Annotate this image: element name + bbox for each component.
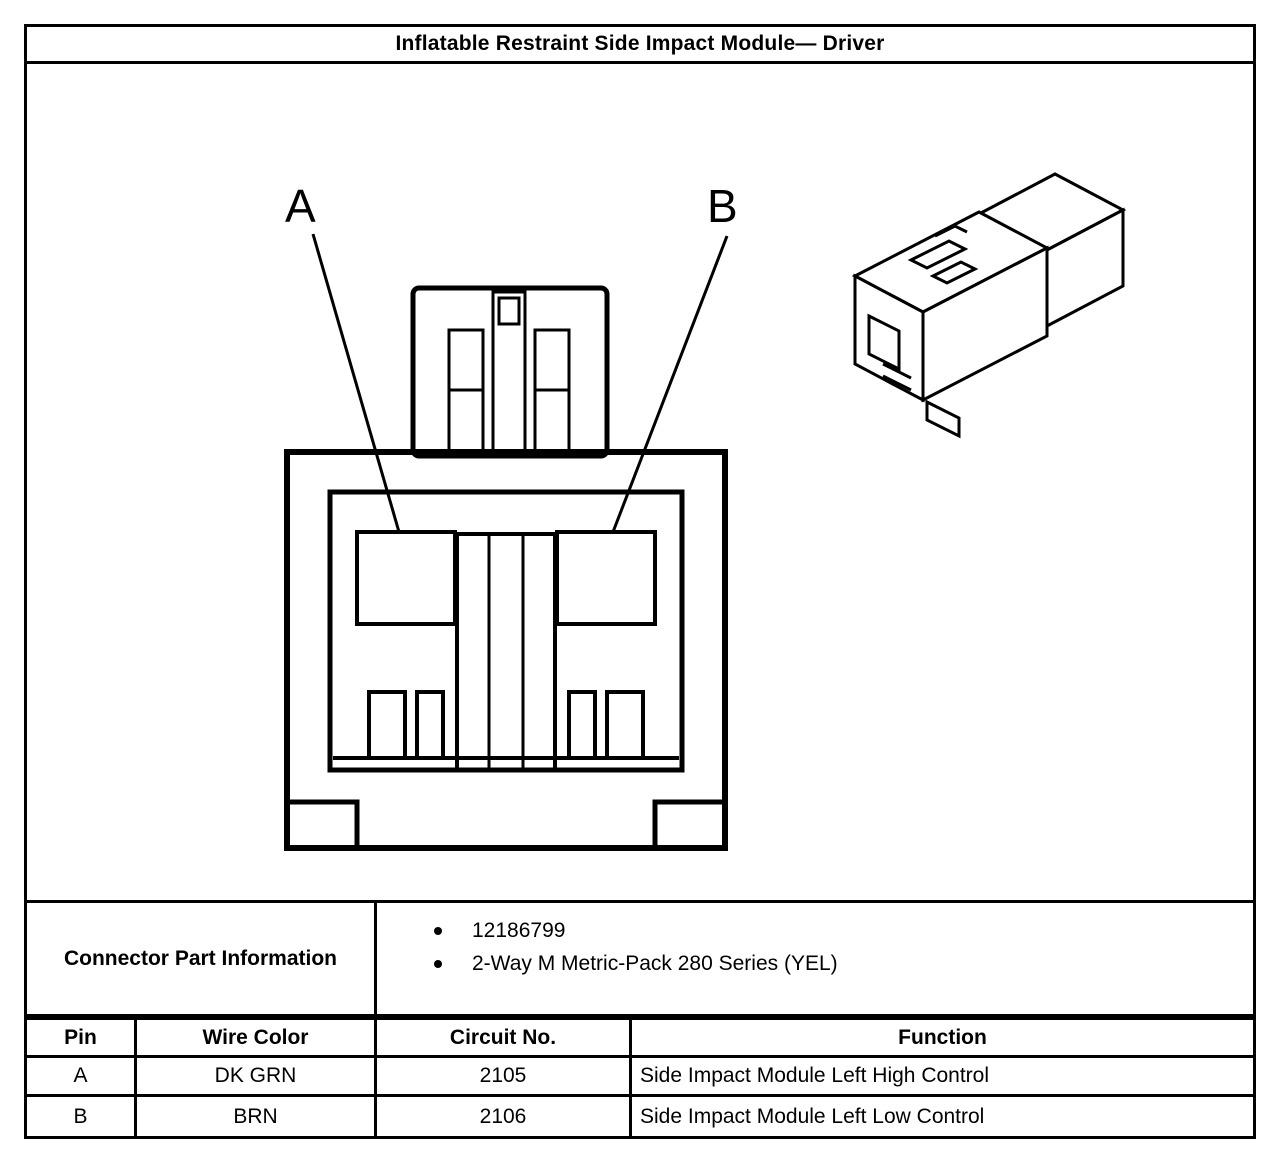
lock-tower [413,288,607,456]
page-title: Inflatable Restraint Side Impact Module— Driver [395,32,885,55]
title-bar [27,27,1253,64]
center-divider-channel [489,534,523,770]
pin-b-leader-line [613,236,727,532]
corner-notch-right [655,802,725,848]
bullet-icon [434,927,442,935]
wire-color-cell: DK GRN [137,1058,377,1097]
function-cell: Side Impact Module Left Low Control [632,1097,1253,1136]
key-rib-1 [369,692,405,758]
bullet-icon [434,960,442,968]
pin-b-label: B [707,180,738,232]
circuit-no-cell: 2106 [377,1097,632,1136]
column-header-function: Function [632,1020,1253,1058]
connector-series: 2-Way M Metric-Pack 280 Series (YEL) [472,952,838,975]
housing-outline [287,452,725,848]
iso-lower-tab [927,402,959,436]
part-info-items [377,903,1253,1014]
part-number: 12186799 [472,919,566,942]
part-info-item [434,949,1253,979]
key-rib-2 [417,692,443,758]
pin-a-leader-line [313,234,399,532]
connector-diagram [27,64,1253,900]
part-info-row [27,900,1253,1014]
wire-color-cell: BRN [137,1097,377,1136]
cavity-b [557,532,655,624]
function-cell: Side Impact Module Left High Control [632,1058,1253,1097]
pin-cell: A [27,1058,137,1097]
pin-cell: B [27,1097,137,1136]
connector-iso-view [855,174,1123,436]
key-rib-3 [569,692,595,758]
part-info-label: Connector Part Information [27,903,377,1014]
corner-notch-left [287,802,357,848]
cavity-a [357,532,455,624]
center-divider [457,534,555,770]
pin-callouts [285,180,738,532]
part-info-item [434,916,1253,946]
connector-info-sheet [24,24,1256,1139]
diagram-area [27,64,1253,900]
column-header-pin: Pin [27,1020,137,1058]
pin-table [27,1020,1253,1136]
column-header-circuit-no: Circuit No. [377,1020,632,1058]
key-rib-4 [607,692,643,758]
circuit-no-cell: 2105 [377,1058,632,1097]
pin-a-label: A [285,180,316,232]
column-header-wire-color: Wire Color [137,1020,377,1058]
lock-tab [499,298,519,324]
